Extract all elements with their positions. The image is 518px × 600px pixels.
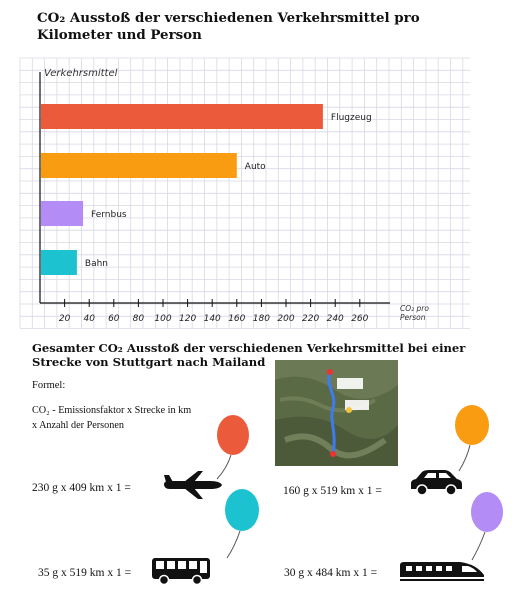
x-tick-label: 100 xyxy=(154,314,172,324)
bar-fernbus xyxy=(41,201,83,226)
bar-label-fernbus: Fernbus xyxy=(91,210,127,220)
calc-car-text: 160 g x 519 km x 1 = xyxy=(283,485,382,497)
x-tick-label: 20 xyxy=(58,314,71,324)
x-axis-label-line-1: CO₂ pro xyxy=(400,304,429,313)
calc-bus-text: 35 g x 519 km x 1 = xyxy=(38,567,132,579)
airplane-icon xyxy=(162,470,224,500)
bar-auto xyxy=(41,153,237,178)
x-tick-label: 240 xyxy=(326,314,344,324)
x-tick-label: 200 xyxy=(277,314,295,324)
calc-train-text: 30 g x 484 km x 1 = xyxy=(284,567,378,579)
bar-bahn xyxy=(41,250,77,275)
x-tick-label: 260 xyxy=(351,314,369,324)
x-tick-label: 80 xyxy=(132,314,145,324)
bus-icon xyxy=(150,556,212,586)
x-axis-label-line-2: Person xyxy=(400,313,426,322)
x-axis-label xyxy=(400,304,431,322)
x-tick-label: 120 xyxy=(179,314,197,324)
x-tick-label: 160 xyxy=(228,314,246,324)
train-icon xyxy=(398,559,486,585)
x-tick-label: 40 xyxy=(83,314,95,324)
car-icon xyxy=(408,468,464,498)
bar-label-auto: Auto xyxy=(244,162,266,172)
balloon-car xyxy=(445,403,495,473)
chart-grid xyxy=(20,58,470,329)
x-tick-label: 180 xyxy=(252,314,270,324)
x-tick-label: 220 xyxy=(302,314,320,324)
page-title: CO₂ Ausstoß der verschiedenen Verkehrsmittel pro Kilometer und Person xyxy=(37,10,420,43)
balloon-train xyxy=(462,490,512,562)
bar-flugzeug xyxy=(41,104,323,129)
bar-label-flugzeug: Flugzeug xyxy=(330,113,372,123)
formula-label: Formel: xyxy=(32,380,66,391)
route-map-image xyxy=(275,360,398,466)
x-tick-label: 60 xyxy=(108,314,120,324)
x-tick-label: 140 xyxy=(203,314,221,324)
y-axis-label: Verkehrsmittel xyxy=(44,68,118,79)
bar-label-bahn: Bahn xyxy=(84,259,109,269)
formula-text: CO₂ - Emissionsfaktor x Strecke in km x Anzahl der Personen xyxy=(32,405,192,431)
calc-airplane-text: 230 g x 409 km x 1 = xyxy=(32,482,131,494)
section-title: Gesamter CO₂ Ausstoß der verschiedenen Verkehrsmittel bei einer Strecke von Stuttgart nach Mailand xyxy=(32,341,466,369)
